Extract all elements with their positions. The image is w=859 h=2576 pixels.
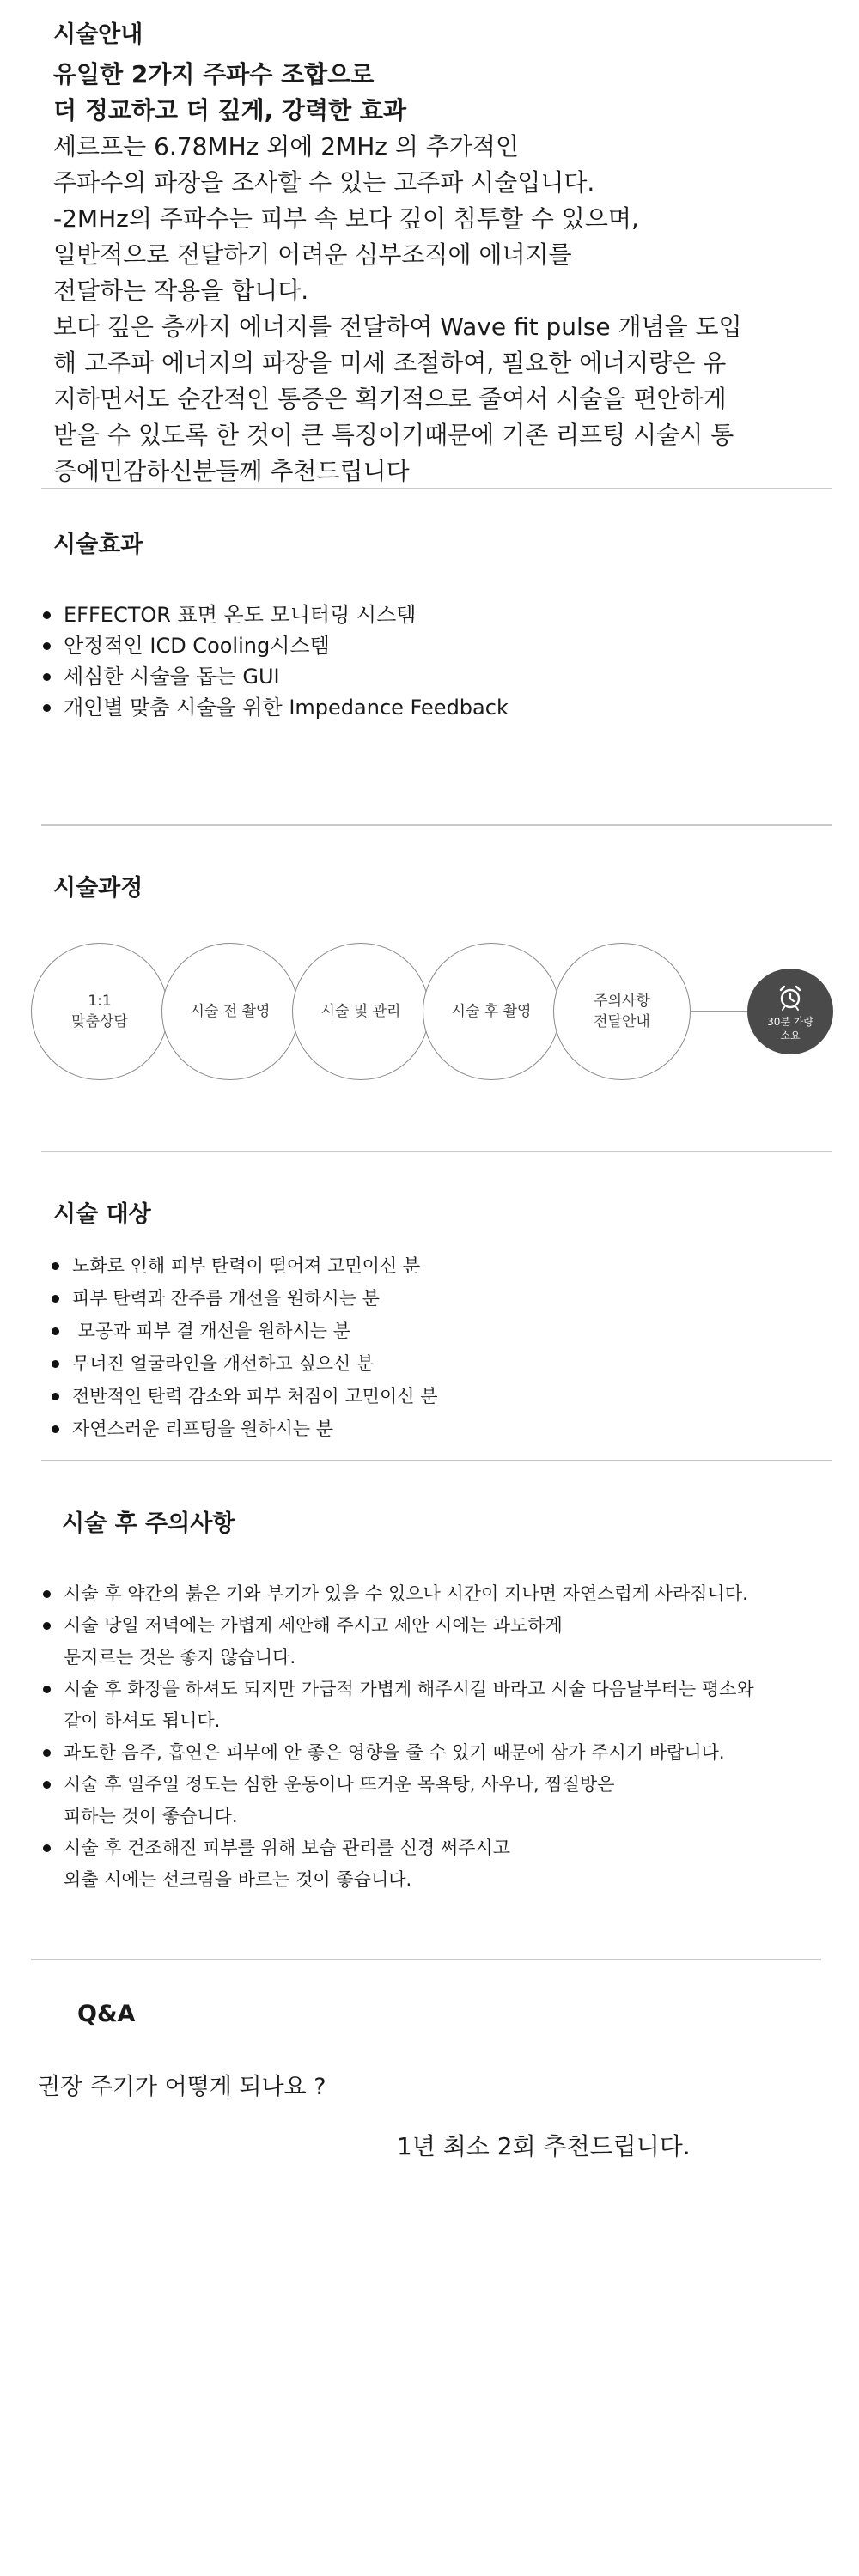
list-item: 모공과 피부 결 개선을 원하시는 분 <box>48 1315 804 1347</box>
intro-title-line: 더 정교하고 더 깊게, 강력한 효과 <box>53 96 407 125</box>
list-item: 시술 당일 저녁에는 가볍게 세안해 주시고 세안 시에는 과도하게 문지르는 것은 좋지 않습니다. <box>40 1610 838 1674</box>
targets-list <box>48 1249 804 1445</box>
intro-body-line: 일반적으로 전달하기 어려운 심부조직에 에너지를 <box>53 240 572 269</box>
qa-question: 권장 주기가 어떻게 되나요 ? <box>38 2074 326 2100</box>
list-item: 세심한 시술을 돕는 GUI <box>40 661 813 692</box>
alarm-clock-icon <box>776 982 805 1012</box>
effects-list <box>40 599 813 723</box>
intro-body-line: 보다 깊은 층까지 에너지를 전달하여 Wave fit pulse 개념을 도입 <box>53 313 742 341</box>
connector-line <box>685 1011 747 1012</box>
cautions-list <box>40 1578 838 1896</box>
list-item: 피부 탄력과 잔주름 개선을 원하시는 분 <box>48 1282 804 1315</box>
duration-badge <box>747 969 833 1054</box>
cautions-heading: 시술 후 주의사항 <box>62 1510 235 1537</box>
list-item: 시술 후 약간의 붉은 기와 부기가 있을 수 있으나 시간이 지나면 자연스럽게 사라집니다. <box>40 1578 838 1610</box>
intro-body-line: 전달하는 작용을 합니다. <box>53 276 309 305</box>
section-divider <box>41 488 832 489</box>
duration-text: 소요 <box>780 1030 801 1042</box>
intro-body <box>53 129 831 489</box>
list-item: 자연스러운 리프팅을 원하시는 분 <box>48 1413 804 1445</box>
process-step: 시술 및 관리 <box>292 943 430 1080</box>
targets-heading: 시술 대상 <box>53 1201 151 1228</box>
process-step: 주의사항 전달안내 <box>553 943 691 1080</box>
intro-title-line: 유일한 2가지 주파수 조합으로 <box>53 60 375 88</box>
qa-heading: Q&A <box>77 2001 136 2027</box>
intro-body-line: 받을 수 있도록 한 것이 큰 특징이기때문에 기존 리프팅 시술시 통 <box>53 421 734 449</box>
intro-body-line: 증에민감하신분들께 추천드립니다 <box>53 457 410 485</box>
effects-heading: 시술효과 <box>53 532 143 558</box>
list-item: 무너진 얼굴라인을 개선하고 싶으신 분 <box>48 1347 804 1380</box>
list-item: 전반적인 탄력 감소와 피부 처짐이 고민이신 분 <box>48 1380 804 1413</box>
list-item: 과도한 음주, 흡연은 피부에 안 좋은 영향을 줄 수 있기 때문에 삼가 주시기 바랍니다. <box>40 1737 838 1769</box>
process-step: 1:1 맞춤상담 <box>31 943 168 1080</box>
intro-body-line: 세르프는 6.78MHz 외에 2MHz 의 추가적인 <box>53 132 520 161</box>
list-item: 시술 후 건조해진 피부를 위해 보습 관리를 신경 써주시고 외출 시에는 선크림을 바르는 것이 좋습니다. <box>40 1832 838 1896</box>
qa-answer: 1년 최소 2회 추천드립니다. <box>397 2132 691 2160</box>
list-item: 시술 후 화장을 하셔도 되지만 가급적 가볍게 해주시길 바라고 시술 다음날부터는 평소와 같이 하셔도 됩니다. <box>40 1674 838 1737</box>
intro-body-line: -2MHz의 주파수는 피부 속 보다 깊이 침투할 수 있으며, <box>53 204 639 233</box>
duration-text: 30분 가량 <box>767 1016 813 1028</box>
intro-body-line: 주파수의 파장을 조사할 수 있는 고주파 시술입니다. <box>53 168 595 197</box>
section-divider <box>31 1959 821 1960</box>
process-step: 시술 후 촬영 <box>423 943 560 1080</box>
list-item: 노화로 인해 피부 탄력이 떨어져 고민이신 분 <box>48 1249 804 1282</box>
intro-body-line: 해 고주파 에너지의 파장을 미세 조절하여, 필요한 에너지량은 유 <box>53 349 727 377</box>
intro-body-line: 지하면서도 순간적인 통증은 획기적으로 줄여서 시술을 편안하게 <box>53 385 727 413</box>
list-item: 개인별 맞춤 시술을 위한 Impedance Feedback <box>40 692 813 723</box>
section-divider <box>41 1151 832 1152</box>
process-step: 시술 전 촬영 <box>161 943 299 1080</box>
list-item: EFFECTOR 표면 온도 모니터링 시스템 <box>40 599 813 630</box>
list-item: 시술 후 일주일 정도는 심한 운동이나 뜨거운 목욕탕, 사우나, 찜질방은 피하는 것이 좋습니다. <box>40 1769 838 1832</box>
intro-section <box>53 57 831 489</box>
list-item: 안정적인 ICD Cooling시스템 <box>40 630 813 661</box>
section-divider <box>41 824 832 826</box>
section-divider <box>41 1460 832 1461</box>
intro-heading: 시술안내 <box>53 21 143 48</box>
process-heading: 시술과정 <box>53 875 143 902</box>
